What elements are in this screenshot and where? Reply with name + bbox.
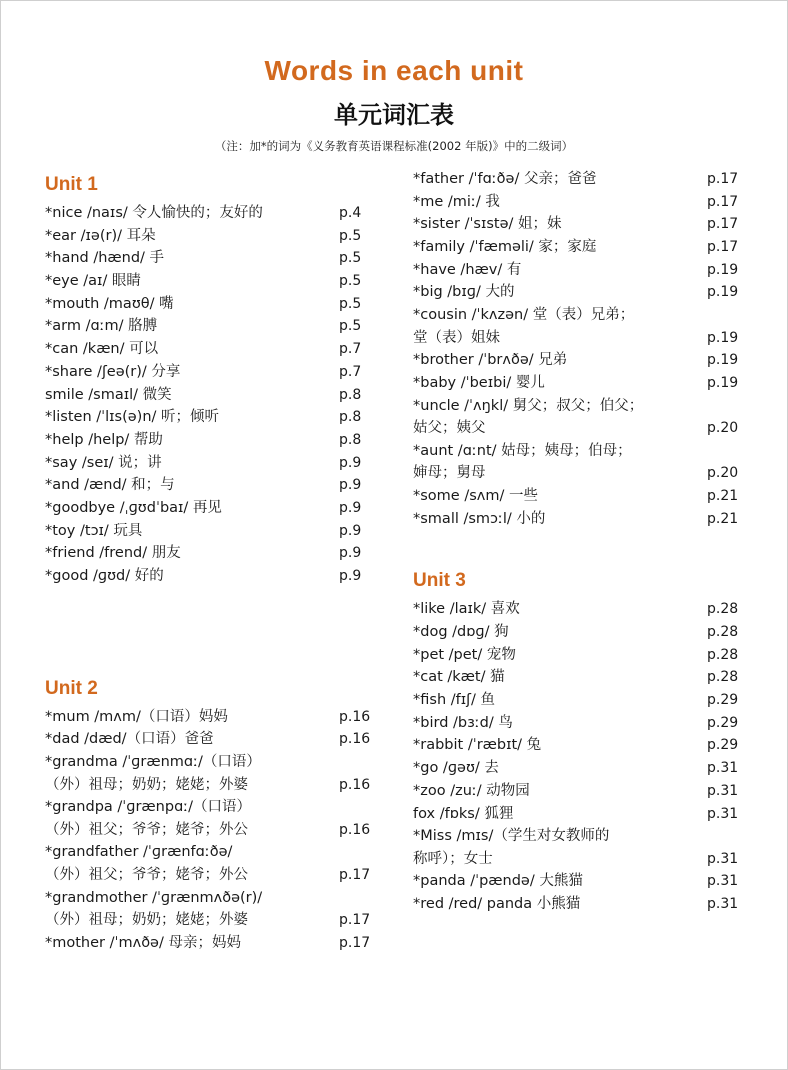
column-spacer xyxy=(45,588,379,672)
word-list-unit-2 xyxy=(45,706,379,955)
word-entry xyxy=(413,349,747,372)
page-reference: p.21 xyxy=(707,487,739,504)
word-text: （外）祖父；爷爷；姥爷；外公 xyxy=(45,866,248,883)
word-entry-continuation xyxy=(413,848,747,871)
word-text: *ear /ɪə(r)/ 耳朵 xyxy=(45,227,156,244)
word-list-unit-2-continued xyxy=(413,168,747,530)
word-entry xyxy=(413,485,747,508)
word-entry xyxy=(45,315,379,338)
word-entry xyxy=(413,236,747,259)
word-text: smile /smaɪl/ 微笑 xyxy=(45,386,172,403)
word-entry xyxy=(45,293,379,316)
word-text: *grandma /ˈɡrænmɑː/（口语） xyxy=(45,754,261,771)
page-reference: p.28 xyxy=(707,646,739,663)
word-entry xyxy=(413,372,747,395)
word-list-unit-1 xyxy=(45,202,379,588)
word-entry xyxy=(413,757,747,780)
page-reference: p.5 xyxy=(339,227,362,244)
word-text: *grandfather /ˈɡrænfɑːðə/ xyxy=(45,844,233,861)
word-text: *dog /dɒɡ/ 狗 xyxy=(413,624,509,641)
page-reference: p.9 xyxy=(339,477,362,494)
word-text: *can /kæn/ 可以 xyxy=(45,341,159,358)
page-reference: p.5 xyxy=(339,250,362,267)
unit-heading-1: Unit 1 xyxy=(45,174,98,195)
page-reference: p.21 xyxy=(707,510,739,527)
word-entry-continuation xyxy=(413,327,747,350)
word-text: 堂（表）姐妹 xyxy=(413,329,500,346)
word-entry xyxy=(413,780,747,803)
page-reference: p.20 xyxy=(707,420,739,437)
two-column-layout xyxy=(45,168,743,954)
page-reference: p.16 xyxy=(339,731,371,748)
word-entry-continuation xyxy=(413,417,747,440)
word-text: *nice /naɪs/ 令人愉快的；友好的 xyxy=(45,205,263,221)
word-entry xyxy=(413,598,747,621)
page-reference: p.16 xyxy=(339,708,371,725)
word-entry xyxy=(413,689,747,712)
page-reference: p.29 xyxy=(707,714,739,731)
word-text: *goodbye /ˌɡʊdˈbaɪ/ 再见 xyxy=(45,499,222,516)
page-reference: p.17 xyxy=(339,934,371,951)
footnote-standard-reference: （注：加*的词为《义务教育英语课程标准(2002 年版)》中的二级词） xyxy=(214,139,574,153)
left-column xyxy=(45,168,379,954)
page-reference: p.5 xyxy=(339,318,362,335)
page-reference: p.19 xyxy=(707,374,739,391)
word-text: *friend /frend/ 朋友 xyxy=(45,545,181,562)
word-entry xyxy=(45,225,379,248)
word-text: *cousin /ˈkʌzən/ 堂（表）兄弟； xyxy=(413,307,635,324)
word-entry xyxy=(413,712,747,735)
word-entry xyxy=(45,384,379,407)
word-text: *zoo /zuː/ 动物园 xyxy=(413,782,530,799)
page-reference: p.8 xyxy=(339,409,362,426)
page-reference: p.7 xyxy=(339,341,362,358)
word-entry xyxy=(45,565,379,588)
page-reference: p.5 xyxy=(339,295,362,312)
word-entry xyxy=(413,304,747,326)
word-text: *father /ˈfɑːðə/ 父亲；爸爸 xyxy=(413,171,597,187)
word-text: *Miss /mɪs/（学生对女教师的 xyxy=(413,828,610,845)
page-reference: p.9 xyxy=(339,454,362,471)
word-entry xyxy=(45,338,379,361)
page-reference: p.17 xyxy=(707,216,739,233)
word-text: 姑父；姨父 xyxy=(413,420,486,437)
page-title-chinese: 单元词汇表 xyxy=(334,101,454,129)
word-text: *big /bɪɡ/ 大的 xyxy=(413,284,515,301)
word-entry xyxy=(413,191,747,214)
word-text: *grandpa /ˈɡrænpɑː/（口语） xyxy=(45,799,252,816)
word-entry xyxy=(413,644,747,667)
page-reference: p.8 xyxy=(339,386,362,403)
word-text: *baby /ˈbeɪbi/ 婴儿 xyxy=(413,374,545,391)
word-text: *help /help/ 帮助 xyxy=(45,431,163,448)
page-reference: p.19 xyxy=(707,261,739,278)
page-reference: p.9 xyxy=(339,522,362,539)
word-text: *and /ænd/ 和；与 xyxy=(45,477,175,494)
word-entry-continuation xyxy=(45,909,379,932)
word-text: *small /smɔːl/ 小的 xyxy=(413,510,546,527)
page-reference: p.16 xyxy=(339,776,371,793)
page-reference: p.17 xyxy=(339,912,371,928)
word-entry xyxy=(413,213,747,236)
word-entry xyxy=(45,887,379,909)
page-reference: p.29 xyxy=(707,737,739,754)
word-entry xyxy=(45,728,379,751)
word-entry xyxy=(45,932,379,955)
word-entry xyxy=(413,281,747,304)
word-text: *me /miː/ 我 xyxy=(413,193,500,210)
word-entry xyxy=(413,621,747,644)
word-entry xyxy=(413,893,747,916)
word-entry xyxy=(413,870,747,893)
right-column xyxy=(413,168,747,916)
word-text: *eye /aɪ/ 眼睛 xyxy=(45,273,141,290)
word-text: *toy /tɔɪ/ 玩具 xyxy=(45,522,143,539)
word-text: （外）祖母；奶奶；姥姥；外婆 xyxy=(45,776,248,793)
page-reference: p.8 xyxy=(339,431,362,448)
word-entry xyxy=(45,706,379,729)
page-reference: p.4 xyxy=(339,205,362,221)
word-entry-continuation xyxy=(45,774,379,797)
word-text: *panda /ˈpændə/ 大熊猫 xyxy=(413,873,583,890)
word-text: *good /ɡʊd/ 好的 xyxy=(45,568,164,584)
column-spacer xyxy=(413,530,747,564)
word-text: *dad /dæd/（口语）爸爸 xyxy=(45,731,214,748)
word-entry xyxy=(413,803,747,826)
word-text: *listen /ˈlɪs(ə)n/ 听；倾听 xyxy=(45,409,220,426)
word-entry xyxy=(413,259,747,282)
word-text: *bird /bɜːd/ 鸟 xyxy=(413,714,513,731)
word-entry-continuation xyxy=(45,864,379,887)
word-text: *have /hæv/ 有 xyxy=(413,261,522,278)
word-text: 称呼）；女士 xyxy=(413,850,493,867)
word-text: *like /laɪk/ 喜欢 xyxy=(413,601,520,618)
page-reference: p.31 xyxy=(707,760,739,777)
page-reference: p.9 xyxy=(339,499,362,516)
page-reference: p.19 xyxy=(707,284,739,301)
page-reference: p.31 xyxy=(707,850,739,867)
page-reference: p.31 xyxy=(707,805,739,822)
word-entry xyxy=(45,452,379,475)
word-entry xyxy=(45,202,379,225)
word-entry xyxy=(45,542,379,565)
page-reference: p.28 xyxy=(707,601,739,618)
unit-heading-3: Unit 3 xyxy=(413,570,466,592)
word-text: *go /ɡəʊ/ 去 xyxy=(413,760,499,777)
page-reference: p.29 xyxy=(707,692,739,709)
word-text: *red /red/ panda 小熊猫 xyxy=(413,896,581,913)
word-entry xyxy=(45,406,379,429)
word-entry-continuation xyxy=(45,819,379,842)
word-entry xyxy=(413,440,747,462)
word-text: *arm /ɑːm/ 胳膊 xyxy=(45,318,158,335)
word-text: *fish /fɪʃ/ 鱼 xyxy=(413,692,495,709)
word-text: *uncle /ˈʌŋkl/ 舅父；叔父；伯父； xyxy=(413,397,644,414)
page-reference: p.16 xyxy=(339,821,371,838)
word-text: *hand /hænd/ 手 xyxy=(45,250,165,267)
word-text: *pet /pet/ 宠物 xyxy=(413,646,516,663)
word-text: *mum /mʌm/（口语）妈妈 xyxy=(45,708,228,725)
word-entry xyxy=(413,508,747,531)
page-reference: p.28 xyxy=(707,624,739,641)
word-entry xyxy=(45,751,379,773)
word-text: 婶母；舅母 xyxy=(413,465,486,482)
page-reference: p.28 xyxy=(707,669,739,686)
word-entry xyxy=(413,666,747,689)
page-reference: p.9 xyxy=(339,568,362,584)
word-entry xyxy=(45,520,379,543)
word-text: （外）祖母；奶奶；姥姥；外婆 xyxy=(45,912,248,928)
word-list-unit-3 xyxy=(413,598,747,915)
word-entry xyxy=(413,734,747,757)
word-entry xyxy=(45,841,379,863)
word-text: *grandmother /ˈɡrænmʌðə(r)/ xyxy=(45,889,263,906)
word-text: *cat /kæt/ 猫 xyxy=(413,669,505,686)
word-entry xyxy=(45,429,379,452)
word-entry xyxy=(413,395,747,417)
unit-heading-2: Unit 2 xyxy=(45,677,98,699)
word-text: *family /ˈfæməli/ 家；家庭 xyxy=(413,239,597,256)
word-text: *aunt /ɑːnt/ 姑母；姨母；伯母； xyxy=(413,442,632,459)
page-reference: p.17 xyxy=(707,239,739,256)
page-reference: p.17 xyxy=(707,193,739,210)
page-reference: p.17 xyxy=(707,171,739,187)
word-text: *say /seɪ/ 说；讲 xyxy=(45,454,162,471)
page-reference: p.20 xyxy=(707,465,739,482)
word-text: *mother /ˈmʌðə/ 母亲；妈妈 xyxy=(45,934,241,951)
word-text: *rabbit /ˈræbɪt/ 兔 xyxy=(413,737,542,754)
word-entry xyxy=(45,497,379,520)
word-text: （外）祖父；爷爷；姥爷；外公 xyxy=(45,821,248,838)
page-reference: p.19 xyxy=(707,329,739,346)
word-text: *share /ʃeə(r)/ 分享 xyxy=(45,363,181,380)
page-reference: p.31 xyxy=(707,782,739,799)
page-reference: p.31 xyxy=(707,873,739,890)
page-reference: p.31 xyxy=(707,896,739,913)
word-text: fox /fɒks/ 狐狸 xyxy=(413,805,514,822)
word-entry xyxy=(45,247,379,270)
word-entry xyxy=(45,796,379,818)
word-text: *mouth /maʊθ/ 嘴 xyxy=(45,295,174,312)
word-entry xyxy=(413,168,747,191)
word-entry-continuation xyxy=(413,462,747,485)
page-reference: p.5 xyxy=(339,273,362,290)
page-reference: p.9 xyxy=(339,545,362,562)
word-entry xyxy=(45,270,379,293)
word-entry xyxy=(413,825,747,847)
page-reference: p.19 xyxy=(707,352,739,369)
word-entry xyxy=(45,474,379,497)
word-entry xyxy=(45,361,379,384)
word-text: *some /sʌm/ 一些 xyxy=(413,487,538,504)
word-text: *brother /ˈbrʌðə/ 兄弟 xyxy=(413,352,568,369)
page-reference: p.7 xyxy=(339,363,362,380)
page-title-english: Words in each unit xyxy=(264,55,524,86)
page-reference: p.17 xyxy=(339,866,371,883)
word-text: *sister /ˈsɪstə/ 姐；妹 xyxy=(413,216,562,233)
